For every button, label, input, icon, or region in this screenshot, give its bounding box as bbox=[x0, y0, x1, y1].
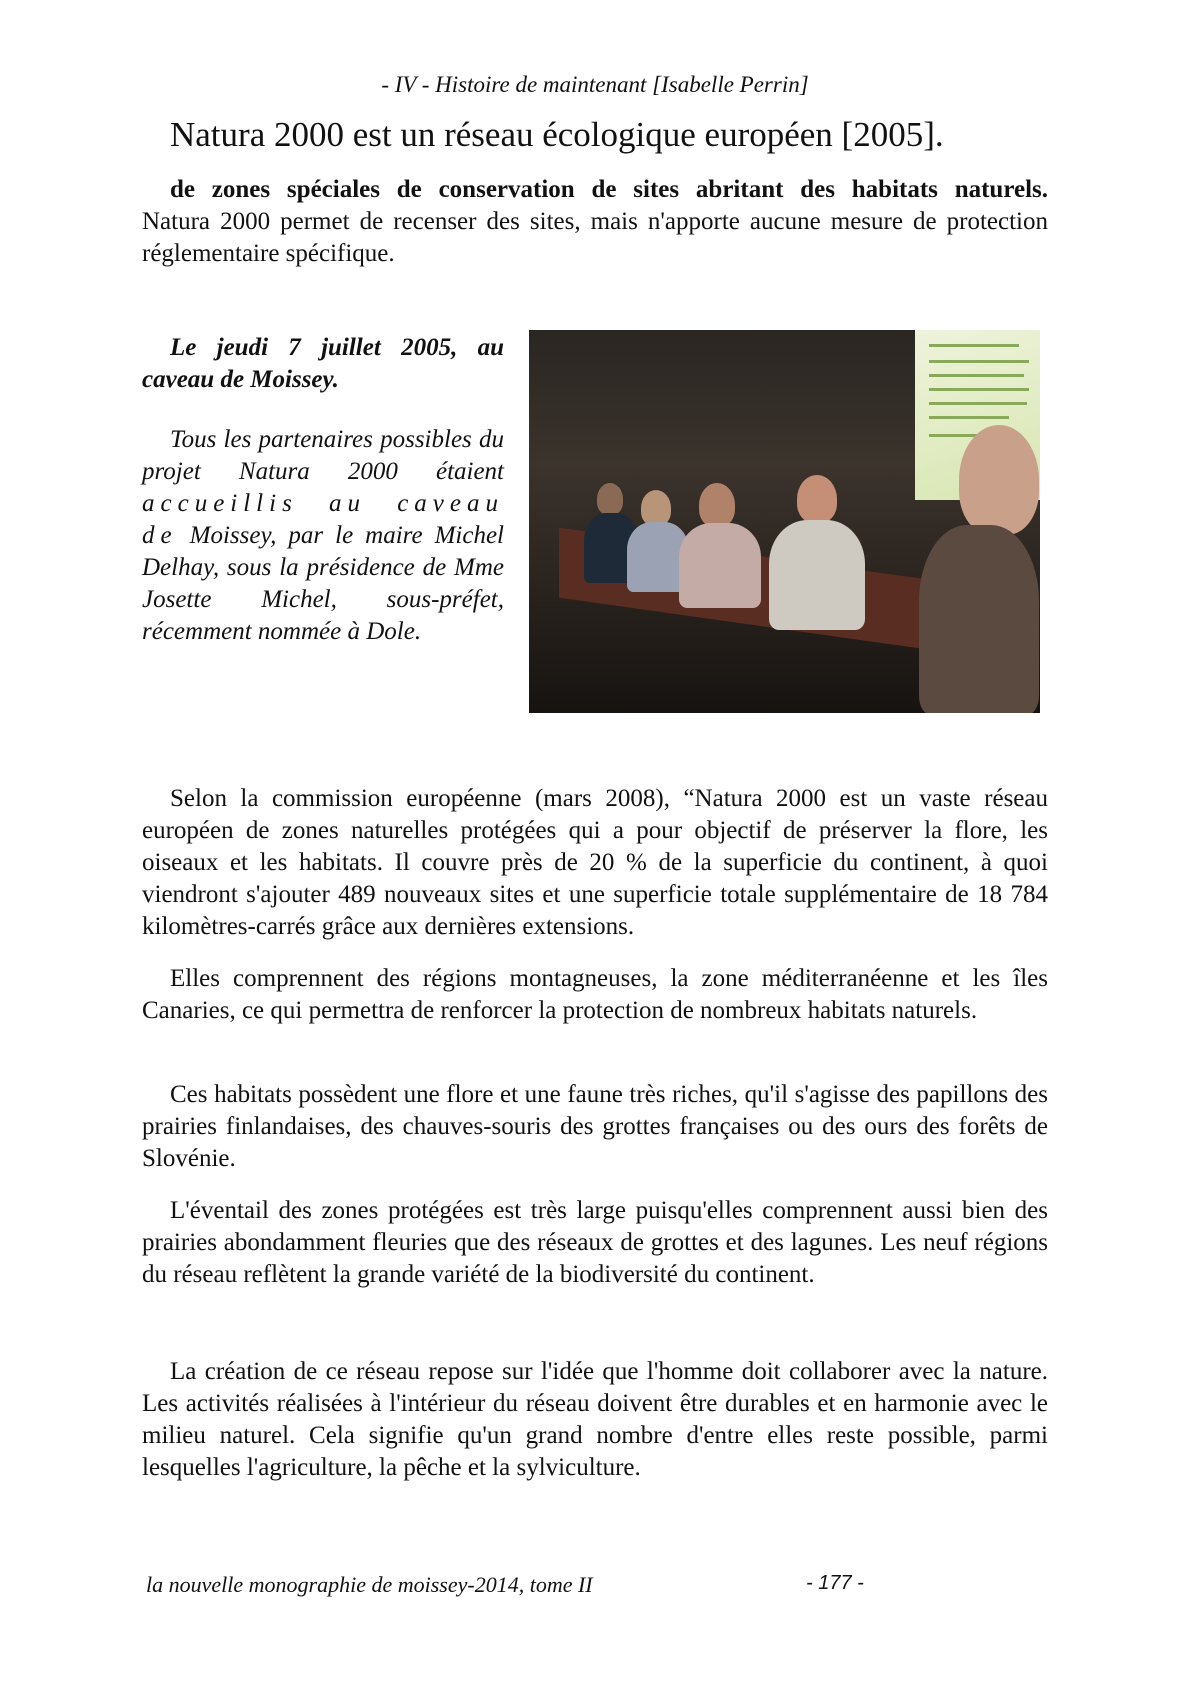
photo-caption bbox=[142, 424, 504, 648]
paragraph-text: Ces habitats possèdent une flore et une faune très riches, qu'il s'agisse des papillons des prairies finlandaises, des chauves-souris des grottes françaises ou des ours des forêts de Slovénie. bbox=[142, 1081, 1048, 1172]
page-number: - 177 - bbox=[806, 1572, 864, 1594]
paragraph-text: La création de ce réseau repose sur l'idée que l'homme doit collaborer avec la nature. Les activités réalisées à l'intérieur du réseau doivent être durables et en harmonie avec le milieu naturel. Cela signifie qu'un grand nombre d'entre elles reste possible, parmi lesquelles l'agriculture, la pêche et la sylviculture. bbox=[142, 1358, 1048, 1481]
intro-text: Natura 2000 permet de recenser des sites, mais n'apporte aucune mesure de protection réglementaire spécifique. bbox=[142, 208, 1048, 267]
page-title: Natura 2000 est un réseau écologique européen [2005]. bbox=[170, 115, 944, 154]
body-paragraph-1 bbox=[142, 783, 1048, 943]
caption-end: Moissey, par le maire Michel Delhay, sous la présidence de Mme Josette Michel, sous-préfet, récemment nommée à Dole. bbox=[142, 522, 504, 645]
event-date-heading: Le jeudi 7 juillet 2005, au caveau de Moissey. bbox=[142, 334, 504, 393]
intro-bold-line: de zones spéciales de conservation de sites abritant des habitats naturels. bbox=[170, 176, 1048, 203]
paragraph-text: Selon la commission européenne (mars 2008), “Natura 2000 est un vaste réseau européen de zones naturelles protégées qui a pour objectif de préserver la flore, les oiseaux et les habitats. Il couvre près de 20 % de la superficie du continent, à quoi viendront s'ajouter 489 nouveaux sites et une superficie totale supplémentaire de 18 784 kilomètres-carrés grâce aux dernières extensions. bbox=[142, 785, 1048, 940]
meeting-photo bbox=[529, 330, 1040, 713]
running-head: - IV - Histoire de maintenant [Isabelle Perrin] bbox=[381, 72, 809, 97]
paragraph-text: L'éventail des zones protégées est très large puisqu'elles comprennent aussi bien des prairies abondamment fleuries que des réseaux de grottes et des lagunes. Les neuf régions du réseau reflètent la grande variété de la biodiversité du continent. bbox=[142, 1197, 1048, 1288]
paragraph-text: Elles comprennent des régions montagneuses, la zone méditerranéenne et les îles Canaries, ce qui permettra de renforcer la protection de nombreux habitats naturels. bbox=[142, 965, 1048, 1024]
body-paragraph-3 bbox=[142, 1079, 1048, 1175]
photo-caption-block bbox=[142, 332, 504, 648]
intro-block bbox=[142, 174, 1048, 270]
body-paragraph-2 bbox=[142, 963, 1048, 1027]
caption-start: Tous les partenaires possibles du projet Natura 2000 étaient bbox=[142, 426, 504, 485]
body-paragraph-4 bbox=[142, 1195, 1048, 1291]
footer-book-title: la nouvelle monographie de moissey-2014, tome II bbox=[146, 1572, 593, 1597]
caption-spaced: accueillis au caveau de bbox=[142, 490, 504, 549]
body-paragraph-5 bbox=[142, 1356, 1048, 1484]
